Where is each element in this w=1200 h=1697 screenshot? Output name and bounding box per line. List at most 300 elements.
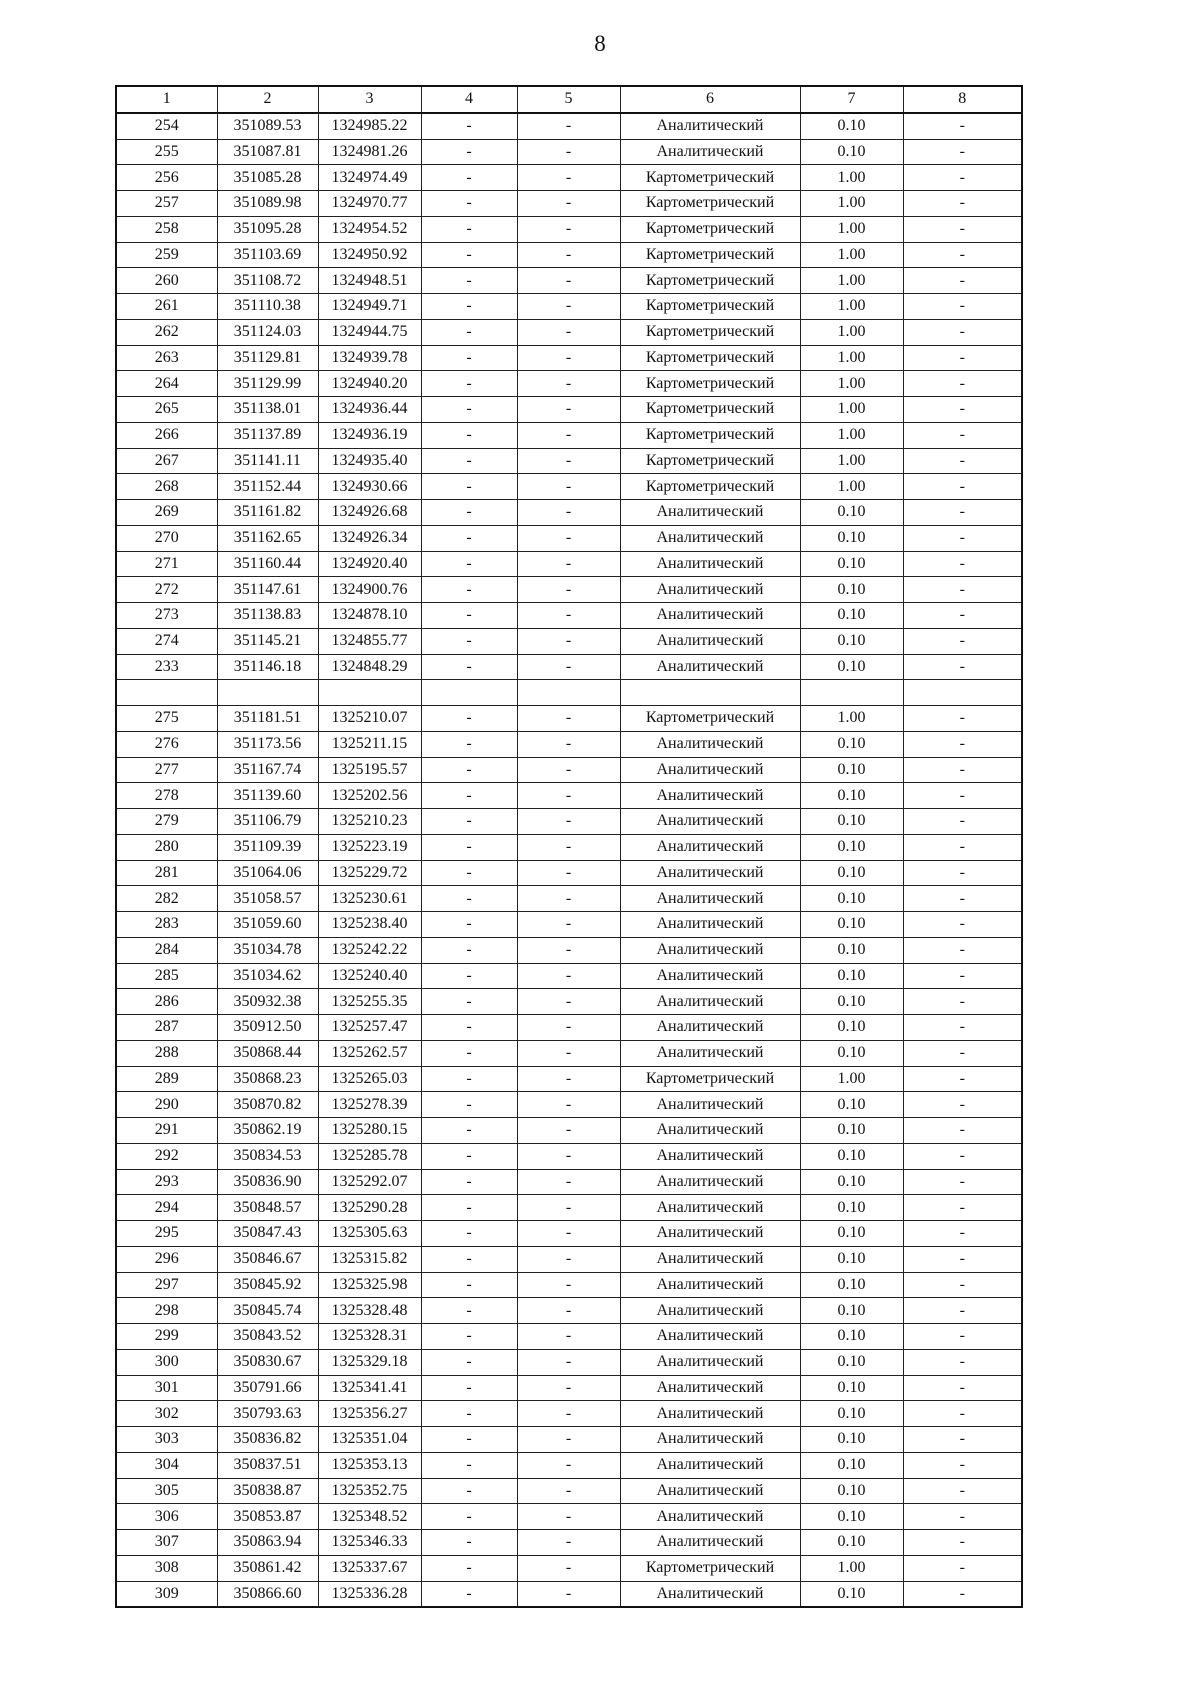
col-4-cell: -: [421, 500, 517, 526]
col-4-cell: -: [421, 294, 517, 320]
col-4-cell: -: [421, 1581, 517, 1607]
point-number-cell: 301: [116, 1375, 217, 1401]
col-5-cell: -: [517, 397, 620, 423]
coord-x-cell: 350846.67: [217, 1246, 318, 1272]
col-5-cell: -: [517, 912, 620, 938]
point-number-cell: 288: [116, 1040, 217, 1066]
table-row: [116, 1504, 1022, 1530]
coord-x-cell: 350836.90: [217, 1169, 318, 1195]
col-4-cell: -: [421, 1324, 517, 1350]
method-cell: Аналитический: [620, 1246, 800, 1272]
point-number-cell: 305: [116, 1478, 217, 1504]
coord-x-cell: 350868.23: [217, 1066, 318, 1092]
coord-y-cell: 1325230.61: [318, 886, 421, 912]
column-header-7: 7: [800, 86, 903, 113]
col-5-cell: -: [517, 1349, 620, 1375]
page-number: 8: [594, 31, 606, 56]
col-4-cell: -: [421, 1015, 517, 1041]
accuracy-cell: 0.10: [800, 139, 903, 165]
table-row: [116, 1169, 1022, 1195]
table-row: [116, 886, 1022, 912]
table-row: [116, 1246, 1022, 1272]
method-cell: Аналитический: [620, 525, 800, 551]
coord-x-cell: 351147.61: [217, 577, 318, 603]
col-4-cell: -: [421, 191, 517, 217]
col-4-cell: -: [421, 989, 517, 1015]
coord-x-cell: 351162.65: [217, 525, 318, 551]
coord-y-cell: 1325337.67: [318, 1555, 421, 1581]
coord-y-cell: 1324855.77: [318, 628, 421, 654]
col-8-cell: -: [903, 1040, 1022, 1066]
col-4-cell: [421, 680, 517, 706]
table-row: [116, 989, 1022, 1015]
coord-y-cell: 1324926.34: [318, 525, 421, 551]
table-row: [116, 551, 1022, 577]
accuracy-cell: 0.10: [800, 1015, 903, 1041]
method-cell: Аналитический: [620, 834, 800, 860]
table-row: [116, 113, 1022, 139]
point-number-cell: 270: [116, 525, 217, 551]
point-number-cell: 271: [116, 551, 217, 577]
col-4-cell: -: [421, 345, 517, 371]
col-8-cell: -: [903, 1246, 1022, 1272]
coord-x-cell: 351173.56: [217, 731, 318, 757]
point-number-cell: 254: [116, 113, 217, 139]
method-cell: Картометрический: [620, 1555, 800, 1581]
col-4-cell: -: [421, 860, 517, 886]
coord-x-cell: 350836.82: [217, 1427, 318, 1453]
col-5-cell: -: [517, 1272, 620, 1298]
point-number-cell: 233: [116, 654, 217, 680]
point-number-cell: 276: [116, 731, 217, 757]
col-8-cell: -: [903, 242, 1022, 268]
coord-x-cell: 351146.18: [217, 654, 318, 680]
accuracy-cell: 0.10: [800, 963, 903, 989]
col-5-cell: -: [517, 886, 620, 912]
table-row: [116, 1555, 1022, 1581]
point-number-cell: 290: [116, 1092, 217, 1118]
coord-y-cell: 1325290.28: [318, 1195, 421, 1221]
col-8-cell: -: [903, 191, 1022, 217]
coord-y-cell: 1325328.31: [318, 1324, 421, 1350]
col-5-cell: -: [517, 1169, 620, 1195]
coord-x-cell: 351152.44: [217, 474, 318, 500]
coord-x-cell: 351160.44: [217, 551, 318, 577]
coord-x-cell: 350862.19: [217, 1118, 318, 1144]
coord-y-cell: 1325223.19: [318, 834, 421, 860]
method-cell: Аналитический: [620, 1040, 800, 1066]
accuracy-cell: 0.10: [800, 1504, 903, 1530]
col-8-cell: -: [903, 1118, 1022, 1144]
accuracy-cell: 0.10: [800, 1298, 903, 1324]
table-row: [116, 783, 1022, 809]
col-8-cell: -: [903, 1143, 1022, 1169]
point-number-cell: 255: [116, 139, 217, 165]
point-number-cell: 297: [116, 1272, 217, 1298]
point-number-cell: 285: [116, 963, 217, 989]
col-4-cell: -: [421, 706, 517, 732]
point-number-cell: 269: [116, 500, 217, 526]
col-4-cell: -: [421, 474, 517, 500]
col-5-cell: -: [517, 731, 620, 757]
col-5-cell: -: [517, 525, 620, 551]
coord-y-cell: 1325262.57: [318, 1040, 421, 1066]
method-cell: Картометрический: [620, 191, 800, 217]
col-5-cell: -: [517, 809, 620, 835]
coord-x-cell: 351034.62: [217, 963, 318, 989]
col-5-cell: -: [517, 1324, 620, 1350]
method-cell: Картометрический: [620, 1066, 800, 1092]
method-cell: Картометрический: [620, 268, 800, 294]
coord-x-cell: 350866.60: [217, 1581, 318, 1607]
table-row: [116, 1452, 1022, 1478]
coord-y-cell: 1325240.40: [318, 963, 421, 989]
col-8-cell: -: [903, 809, 1022, 835]
col-8-cell: -: [903, 860, 1022, 886]
accuracy-cell: 0.10: [800, 1221, 903, 1247]
coord-x-cell: 351129.99: [217, 371, 318, 397]
col-8-cell: -: [903, 628, 1022, 654]
col-8-cell: -: [903, 268, 1022, 294]
coord-y-cell: 1325278.39: [318, 1092, 421, 1118]
point-number-cell: 302: [116, 1401, 217, 1427]
method-cell: Аналитический: [620, 1530, 800, 1556]
header-row: [116, 86, 1022, 113]
accuracy-cell: 0.10: [800, 1169, 903, 1195]
coord-x-cell: 351087.81: [217, 139, 318, 165]
point-number-cell: 272: [116, 577, 217, 603]
coord-x-cell: 351141.11: [217, 448, 318, 474]
method-cell: Картометрический: [620, 422, 800, 448]
table-row: [116, 1066, 1022, 1092]
accuracy-cell: 0.10: [800, 937, 903, 963]
coord-y-cell: 1324900.76: [318, 577, 421, 603]
coord-y-cell: 1324940.20: [318, 371, 421, 397]
accuracy-cell: 0.10: [800, 1246, 903, 1272]
col-5-cell: -: [517, 1040, 620, 1066]
coord-x-cell: 351106.79: [217, 809, 318, 835]
coord-y-cell: 1325328.48: [318, 1298, 421, 1324]
col-8-cell: -: [903, 1195, 1022, 1221]
accuracy-cell: 0.10: [800, 1452, 903, 1478]
point-number-cell: 295: [116, 1221, 217, 1247]
col-5-cell: -: [517, 628, 620, 654]
col-5-cell: -: [517, 1195, 620, 1221]
col-8-cell: -: [903, 1452, 1022, 1478]
coord-x-cell: 351108.72: [217, 268, 318, 294]
point-number-cell: 308: [116, 1555, 217, 1581]
table-row: [116, 834, 1022, 860]
accuracy-cell: 0.10: [800, 577, 903, 603]
point-number-cell: 298: [116, 1298, 217, 1324]
col-4-cell: -: [421, 397, 517, 423]
method-cell: Аналитический: [620, 551, 800, 577]
col-5-cell: -: [517, 1092, 620, 1118]
coord-y-cell: 1325255.35: [318, 989, 421, 1015]
accuracy-cell: 0.10: [800, 1143, 903, 1169]
col-8-cell: -: [903, 139, 1022, 165]
point-number-cell: 264: [116, 371, 217, 397]
method-cell: Картометрический: [620, 165, 800, 191]
method-cell: [620, 680, 800, 706]
method-cell: Картометрический: [620, 474, 800, 500]
method-cell: Аналитический: [620, 783, 800, 809]
col-5-cell: -: [517, 1452, 620, 1478]
accuracy-cell: 1.00: [800, 268, 903, 294]
col-8-cell: -: [903, 1401, 1022, 1427]
table-row: [116, 1581, 1022, 1607]
coord-y-cell: 1324936.44: [318, 397, 421, 423]
coord-x-cell: 350868.44: [217, 1040, 318, 1066]
method-cell: Картометрический: [620, 706, 800, 732]
col-5-cell: -: [517, 654, 620, 680]
accuracy-cell: 0.10: [800, 1401, 903, 1427]
coord-y-cell: [318, 680, 421, 706]
col-4-cell: -: [421, 165, 517, 191]
table-row: [116, 1272, 1022, 1298]
col-5-cell: -: [517, 1221, 620, 1247]
col-5-cell: -: [517, 1246, 620, 1272]
accuracy-cell: 1.00: [800, 448, 903, 474]
coord-x-cell: 351137.89: [217, 422, 318, 448]
method-cell: Аналитический: [620, 139, 800, 165]
col-8-cell: -: [903, 731, 1022, 757]
accuracy-cell: 1.00: [800, 345, 903, 371]
point-number-cell: 258: [116, 216, 217, 242]
table-row: [116, 706, 1022, 732]
col-4-cell: -: [421, 1040, 517, 1066]
point-number-cell: 283: [116, 912, 217, 938]
table-row: [116, 345, 1022, 371]
method-cell: Аналитический: [620, 809, 800, 835]
column-header-3: 3: [318, 86, 421, 113]
col-5-cell: -: [517, 1401, 620, 1427]
method-cell: Аналитический: [620, 1375, 800, 1401]
method-cell: Картометрический: [620, 448, 800, 474]
col-4-cell: -: [421, 1555, 517, 1581]
method-cell: Картометрический: [620, 345, 800, 371]
point-number-cell: 306: [116, 1504, 217, 1530]
point-number-cell: 260: [116, 268, 217, 294]
table-row: [116, 1427, 1022, 1453]
table-row: [116, 1478, 1022, 1504]
col-5-cell: -: [517, 1298, 620, 1324]
accuracy-cell: 0.10: [800, 500, 903, 526]
method-cell: Аналитический: [620, 860, 800, 886]
coord-x-cell: 350863.94: [217, 1530, 318, 1556]
col-5-cell: -: [517, 371, 620, 397]
point-number-cell: 309: [116, 1581, 217, 1607]
col-8-cell: -: [903, 1478, 1022, 1504]
col-5-cell: -: [517, 242, 620, 268]
col-8-cell: -: [903, 1324, 1022, 1350]
col-4-cell: -: [421, 268, 517, 294]
col-4-cell: -: [421, 1066, 517, 1092]
accuracy-cell: 1.00: [800, 1066, 903, 1092]
col-8-cell: -: [903, 1272, 1022, 1298]
method-cell: Аналитический: [620, 628, 800, 654]
table-row: [116, 628, 1022, 654]
method-cell: Аналитический: [620, 886, 800, 912]
coord-y-cell: 1324848.29: [318, 654, 421, 680]
point-number-cell: 267: [116, 448, 217, 474]
col-5-cell: -: [517, 937, 620, 963]
col-4-cell: -: [421, 1169, 517, 1195]
table-row: [116, 1324, 1022, 1350]
column-header-6: 6: [620, 86, 800, 113]
table-row: [116, 242, 1022, 268]
accuracy-cell: 0.10: [800, 1375, 903, 1401]
point-number-cell: 303: [116, 1427, 217, 1453]
col-4-cell: -: [421, 1427, 517, 1453]
col-8-cell: -: [903, 1066, 1022, 1092]
coord-x-cell: 350912.50: [217, 1015, 318, 1041]
col-5-cell: -: [517, 422, 620, 448]
accuracy-cell: 1.00: [800, 474, 903, 500]
col-4-cell: -: [421, 1118, 517, 1144]
col-8-cell: -: [903, 757, 1022, 783]
accuracy-cell: 0.10: [800, 1581, 903, 1607]
coord-x-cell: 350845.74: [217, 1298, 318, 1324]
col-8-cell: -: [903, 886, 1022, 912]
method-cell: Аналитический: [620, 1478, 800, 1504]
coordinates-table: [115, 85, 1023, 1608]
col-5-cell: -: [517, 294, 620, 320]
point-number-cell: 304: [116, 1452, 217, 1478]
coord-y-cell: 1325352.75: [318, 1478, 421, 1504]
accuracy-cell: 0.10: [800, 757, 903, 783]
point-number-cell: 256: [116, 165, 217, 191]
col-5-cell: -: [517, 448, 620, 474]
col-4-cell: -: [421, 783, 517, 809]
point-number-cell: 263: [116, 345, 217, 371]
col-8-cell: -: [903, 1530, 1022, 1556]
coord-y-cell: 1325242.22: [318, 937, 421, 963]
coord-x-cell: 351034.78: [217, 937, 318, 963]
table-row: [116, 912, 1022, 938]
accuracy-cell: 0.10: [800, 113, 903, 139]
col-5-cell: -: [517, 1478, 620, 1504]
coord-x-cell: 351109.39: [217, 834, 318, 860]
table-row: [116, 1015, 1022, 1041]
col-8-cell: -: [903, 448, 1022, 474]
table-row: [116, 1221, 1022, 1247]
coord-y-cell: 1325348.52: [318, 1504, 421, 1530]
point-number-cell: 275: [116, 706, 217, 732]
col-5-cell: -: [517, 603, 620, 629]
table-row: [116, 1349, 1022, 1375]
coord-y-cell: 1324948.51: [318, 268, 421, 294]
point-number-cell: 292: [116, 1143, 217, 1169]
col-4-cell: -: [421, 1452, 517, 1478]
col-4-cell: -: [421, 963, 517, 989]
col-4-cell: -: [421, 628, 517, 654]
col-4-cell: -: [421, 319, 517, 345]
col-4-cell: -: [421, 1530, 517, 1556]
method-cell: Аналитический: [620, 937, 800, 963]
coord-x-cell: 351145.21: [217, 628, 318, 654]
col-5-cell: -: [517, 139, 620, 165]
table-row: [116, 1298, 1022, 1324]
table-row: [116, 165, 1022, 191]
point-number-cell: 266: [116, 422, 217, 448]
coord-y-cell: 1325257.47: [318, 1015, 421, 1041]
coord-y-cell: 1325265.03: [318, 1066, 421, 1092]
col-5-cell: -: [517, 191, 620, 217]
table-row: [116, 654, 1022, 680]
coord-x-cell: 351138.83: [217, 603, 318, 629]
col-5-cell: -: [517, 1118, 620, 1144]
column-header-2: 2: [217, 86, 318, 113]
coord-y-cell: 1324936.19: [318, 422, 421, 448]
col-4-cell: -: [421, 886, 517, 912]
point-number-cell: 281: [116, 860, 217, 886]
col-5-cell: -: [517, 989, 620, 1015]
coord-y-cell: 1324949.71: [318, 294, 421, 320]
method-cell: Аналитический: [620, 1298, 800, 1324]
accuracy-cell: 0.10: [800, 1324, 903, 1350]
accuracy-cell: 0.10: [800, 1092, 903, 1118]
col-5-cell: -: [517, 1504, 620, 1530]
table-row: [116, 1530, 1022, 1556]
table-row: [116, 577, 1022, 603]
point-number-cell: 299: [116, 1324, 217, 1350]
col-8-cell: -: [903, 113, 1022, 139]
coord-x-cell: 351095.28: [217, 216, 318, 242]
column-header-4: 4: [421, 86, 517, 113]
accuracy-cell: 0.10: [800, 1195, 903, 1221]
table-row: [116, 500, 1022, 526]
coord-y-cell: 1324974.49: [318, 165, 421, 191]
accuracy-cell: 1.00: [800, 397, 903, 423]
method-cell: Аналитический: [620, 989, 800, 1015]
col-5-cell: -: [517, 860, 620, 886]
point-number-cell: 262: [116, 319, 217, 345]
method-cell: Аналитический: [620, 1504, 800, 1530]
col-8-cell: -: [903, 345, 1022, 371]
coord-x-cell: 351161.82: [217, 500, 318, 526]
method-cell: Аналитический: [620, 1015, 800, 1041]
col-4-cell: -: [421, 937, 517, 963]
accuracy-cell: 0.10: [800, 628, 903, 654]
method-cell: Аналитический: [620, 1324, 800, 1350]
col-4-cell: -: [421, 809, 517, 835]
accuracy-cell: 0.10: [800, 809, 903, 835]
col-8-cell: -: [903, 397, 1022, 423]
accuracy-cell: 1.00: [800, 294, 903, 320]
col-4-cell: -: [421, 1221, 517, 1247]
table-row: [116, 268, 1022, 294]
table-row: [116, 860, 1022, 886]
col-5-cell: -: [517, 345, 620, 371]
col-8-cell: -: [903, 912, 1022, 938]
col-5-cell: -: [517, 551, 620, 577]
point-number-cell: 257: [116, 191, 217, 217]
point-number-cell: 273: [116, 603, 217, 629]
coord-x-cell: 350838.87: [217, 1478, 318, 1504]
col-5-cell: -: [517, 474, 620, 500]
col-4-cell: -: [421, 525, 517, 551]
method-cell: Картометрический: [620, 294, 800, 320]
col-8-cell: -: [903, 577, 1022, 603]
column-header-1: 1: [116, 86, 217, 113]
coord-x-cell: [217, 680, 318, 706]
col-4-cell: -: [421, 757, 517, 783]
coord-y-cell: 1325325.98: [318, 1272, 421, 1298]
table-row: [116, 371, 1022, 397]
col-8-cell: -: [903, 1169, 1022, 1195]
coord-x-cell: 351124.03: [217, 319, 318, 345]
